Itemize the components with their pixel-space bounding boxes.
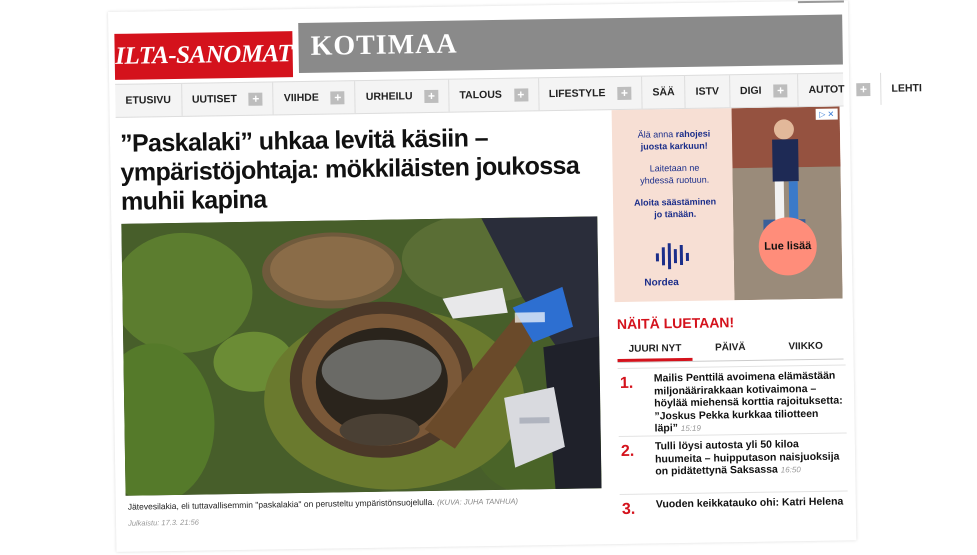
ad-body-line-1: Laitetaan ne bbox=[649, 162, 700, 174]
nav-label: LEHTI bbox=[891, 82, 922, 95]
ad-body-line-2: yhdessä ruotuun. bbox=[640, 174, 710, 186]
nav-label: DIGI bbox=[739, 84, 762, 98]
nav-item-saa[interactable] bbox=[642, 76, 686, 109]
ad-cta-line-1: Aloita säästäminen bbox=[633, 196, 717, 208]
nav-label: ISTV bbox=[695, 85, 720, 98]
tab-viikko[interactable]: VIIKKO bbox=[788, 340, 823, 353]
nav-item-lehti[interactable] bbox=[881, 72, 932, 105]
caption-text: Jätevesilakia, eli tuttavallisemmin "paskalakia" on perusteltu ympäristönsuojelulla. bbox=[127, 496, 435, 512]
publish-date: Julkaistu: 17.3. 21:56 bbox=[127, 517, 199, 528]
nav-label: UUTISET bbox=[191, 92, 237, 106]
nav-item-talous[interactable] bbox=[449, 78, 539, 111]
most-read-item[interactable] bbox=[620, 490, 848, 525]
most-read-rank: 2. bbox=[620, 442, 635, 460]
nav-item-etusivu[interactable] bbox=[115, 84, 182, 117]
most-read-title: NÄITÄ LUETAAN! bbox=[616, 314, 735, 333]
expand-plus-icon[interactable]: + bbox=[249, 92, 263, 105]
nav-label: ETUSIVU bbox=[125, 94, 172, 107]
tab-juuri-nyt[interactable]: JUURI NYT bbox=[617, 337, 693, 362]
article-photo[interactable] bbox=[121, 216, 601, 495]
nav-label: LIFESTYLE bbox=[548, 87, 606, 101]
section-title[interactable]: KOTIMAA bbox=[310, 28, 458, 62]
expand-plus-icon[interactable]: + bbox=[424, 89, 438, 102]
nav-item-autot[interactable] bbox=[798, 73, 881, 106]
most-read-headline[interactable] bbox=[655, 437, 846, 478]
expand-plus-icon[interactable]: + bbox=[331, 91, 345, 104]
ad-read-more-button[interactable]: Lue lisää bbox=[758, 217, 817, 276]
most-read-item[interactable] bbox=[619, 432, 848, 487]
nav-label: TALOUS bbox=[459, 88, 502, 102]
most-read-rank: 1. bbox=[619, 374, 634, 393]
nav-item-lifestyle[interactable] bbox=[539, 77, 643, 111]
nav-label: VIIHDE bbox=[283, 91, 319, 105]
nav-item-viihde[interactable] bbox=[274, 81, 357, 114]
most-read-text: Tulli löysi autosta yli 50 kiloa huumeita – huipputason naisjuoksija on pidätettynä Saksassa bbox=[654, 438, 840, 478]
nav-label: URHEILU bbox=[365, 90, 413, 103]
most-read-headline[interactable] bbox=[656, 495, 846, 510]
article-headline[interactable]: ”Paskalaki” uhkaa levitä käsiin – ympäristöjohtaja: mökkiläisten joukossa muhii kapina bbox=[119, 124, 580, 216]
most-read-rank: 3. bbox=[621, 500, 636, 518]
top-divider bbox=[798, 0, 844, 3]
ad-text-bold: rahojesi bbox=[675, 128, 711, 140]
nav-item-istv[interactable] bbox=[685, 75, 730, 108]
nav-item-digi[interactable] bbox=[730, 74, 799, 107]
most-read-headline[interactable] bbox=[654, 369, 845, 435]
most-read-item[interactable] bbox=[618, 364, 847, 435]
nav-label: AUTOT bbox=[808, 83, 845, 97]
ad-headline-line-1 bbox=[622, 128, 726, 140]
adchoices-close-icon[interactable]: ▷ ✕ bbox=[816, 109, 838, 120]
expand-plus-icon[interactable]: + bbox=[514, 88, 528, 101]
nav-item-uutiset[interactable] bbox=[182, 82, 274, 115]
most-read-time: 16:50 bbox=[780, 465, 801, 475]
most-read-text: Vuoden keikkatauko ohi: Katri Helena bbox=[655, 495, 844, 511]
ad-cta-line-2: jo tänään. bbox=[654, 208, 697, 220]
nav-item-urheilu[interactable] bbox=[356, 80, 450, 113]
tab-paiva[interactable]: PÄIVÄ bbox=[714, 342, 746, 354]
manhole-photo-illustration bbox=[121, 216, 601, 495]
ad-brand-name: Nordea bbox=[644, 277, 679, 289]
most-read-tabs bbox=[617, 334, 843, 363]
most-read-text: Mailis Penttilä avoimena elämästään miljonäärirakkaan kotivaimona – höylää miehensä korttia rajoituksetta: ”Joskus Pekka kurkkaa tiliotteen läpi” bbox=[653, 369, 843, 435]
news-page bbox=[108, 0, 922, 552]
ad-text: Älä anna bbox=[637, 129, 676, 140]
most-read-time: 15:19 bbox=[680, 423, 701, 434]
nordea-advertisement[interactable] bbox=[612, 107, 843, 303]
photo-credit: (KUVA: JUHA TANHUA) bbox=[437, 496, 519, 507]
expand-plus-icon[interactable]: + bbox=[773, 84, 787, 97]
section-header bbox=[298, 14, 843, 73]
ad-headline-line-2: juosta karkuun! bbox=[640, 140, 708, 152]
site-logo[interactable]: ILTA-SANOMAT bbox=[114, 31, 293, 80]
expand-plus-icon[interactable]: + bbox=[617, 86, 631, 99]
photo-caption bbox=[128, 494, 606, 512]
nordea-logo-icon bbox=[654, 241, 694, 272]
expand-plus-icon[interactable]: + bbox=[856, 83, 870, 96]
nav-label: SÄÄ bbox=[652, 86, 675, 99]
